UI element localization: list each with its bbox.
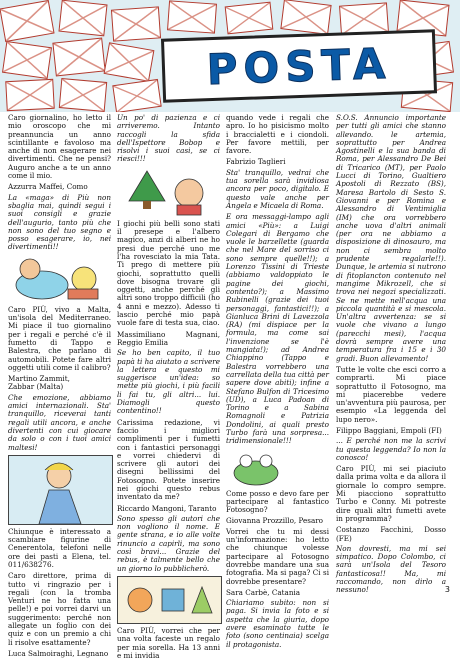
letter-signature: Filippo Baggiani, Empoli (FI): [336, 425, 442, 435]
reply-text: E ora messaggi-lampo agli amici «Più»: a Luigi Colegari di Bergamo che vuole le barzellette (guarda che nel Mare del sorriso ci sono sempre quelle!!); a Lorenzo Tissini di Trieste (abbiamo valdoppiato le pagine dei giochi, contento?); a Massimo Rubinelli (grazie dei tuoi personaggi, fantastici!!); a Gianluca Brini di Lavezzola (RA) (mi dispiace per la formula, ma come sai l'invenzione se l'è mangiata!); ad Andrea Chiappino (Tappo e Balestra vorrebbero una carrellata della tua città per sapere dove abiti); infine a Stefano Bulfon di Tricesimo (UD), a Luca Padoan di Torino e a Sabina Romagnoli e Patrizia Dondolini, ai quali presto Turbo farà una sorpresa... tridimensionale!!!: [226, 212, 329, 446]
column-4: [336, 114, 446, 598]
envelope-decoration: [104, 42, 155, 82]
letter-text: Caro PIÙ, vorrei che per una volta faceste un regalo per mia sorella. Ha 13 anni e mi invidia: [117, 625, 220, 660]
letter-signature: Azzurra Maffei, Como: [8, 182, 88, 192]
reply-text: Non dovresti, ma mi sei simpatico. Dopo Colombo, ci sarà un'Isola del Tesoro fantasticosa!! Ma, mi raccomando, non dirlo a nessuno!: [336, 543, 446, 595]
envelope-decoration: [280, 0, 331, 35]
letter-text: Caro PIÙ, vivo a Malta, un'isola del Mediterraneo. Mi piace il tuo giornalino per i regali e perché c'è il fumetto di Tappo e Balestra, che parlano di automobili. Potete fare altri oggetti utili come il calibro?: [8, 304, 111, 372]
reply-text: La «maga» di Più non sbaglia mai, quindi segui i suoi consigli e grazie dell'augurio, tanto più che non sono del tuo segno e posso esagerare, io, nei divertimenti!!: [8, 192, 111, 252]
letter-text: Vorrei che tu mi dessi un'informazione: ho letto che chiunque volesse partecipare al Fotosogno dovrebbe mandare una sua fotografia. Ma si paga? Ci si dovrebbe presentare?: [226, 526, 329, 586]
letter-signature: Fabrizio Taglieri: [226, 157, 286, 167]
envelope-decoration: [0, 0, 55, 42]
letter-signature: Martino Zammit,: [8, 374, 70, 384]
envelope-decoration: [225, 2, 274, 35]
reply-text: Sta' tranquillo, vedrai che tua sorella sarà invidiosa ancora per poco, digitalo. E questo vale anche per Angela e Micaela di Roma.: [226, 167, 329, 210]
envelope-decoration: [59, 78, 107, 112]
reply-text: ... E perché non me la scrivi tu questa leggenda? Io non la conosco!: [336, 436, 446, 462]
letter-text: Come posso e devo fare per partecipare al fantastico Fotosogno?: [226, 488, 329, 515]
letter-text: I giochi più belli sono stati il presepe e l'albero magico, anzi di alberi ne ho presi due perché uno me l'ha rovesciato la mia Tata. Ti prego di mettere più giochi, soprattutto quelli dove bisogna trovare gli oggetti, anche perché gli altri sono troppo difficili (ho 4 anni e mezzo). Adesso ti lascio perché mio papà vuole fare di testa sua, ciao.: [117, 218, 220, 328]
envelope-decoration: [5, 79, 55, 111]
section-title-box: [161, 29, 437, 103]
letter-text: Chiunque è interessato a scambiare figurine di Cenerentola, telefoni nelle ore dei pasti a Elena, tel. 011/638276.: [8, 526, 111, 569]
cartoon-illustration: [8, 255, 111, 303]
reply-text: Se ho ben capito, il tuo papà ti ha aiutato a scrivere la lettera e questo mi suggerisce un'idea: so mette più giochi, i più facili li fai tu, gli altri... lui. Diamogli questo contentino!!: [117, 348, 220, 416]
cinderella-illustration: [8, 455, 113, 525]
letter-signature: Luca Salmoiraghi, Legnano: [8, 648, 109, 658]
letter-text: quando vede i regali che apro. Io ho pisicismo molto i braccialetti e i ciondoli. Per favore mettili, per favore.: [226, 113, 329, 156]
reply-text: Che emozione, abbiamo amici internazionali. Sta' tranquillo, riceverai tanti regali utili ancora, e anche divertenti con cui giocare da solo o con i tuoi amici maltesi!: [8, 392, 111, 452]
letter-signature: Zabbar (Malta): [8, 382, 64, 392]
letter-text: Caro PIÙ, mi sei piaciuto dalla prima volta e da allora il giornale lo compro sempre. Mi piacciono soprattutto Turbo e Conny. Mi potreste dire quali altri fumetti avete in programma?: [336, 464, 446, 523]
envelope-decoration: [111, 6, 161, 41]
letter-signature: Riccardo Mangoni, Taranto: [117, 503, 217, 513]
frog-illustration: [226, 449, 286, 487]
letter-signature: Costanzo Facchini, Dosso (FE): [336, 525, 446, 543]
reply-text: Un po' di pazienza e ci arriveremo. Intanto raccogli la sfida dell'Ispettore Bobop e risolvi i suoi casi, se ci riesci!!!: [117, 113, 220, 164]
column-3: [226, 114, 329, 652]
christmas-tree-illustration: [117, 167, 220, 217]
header-banner: [0, 0, 460, 112]
letter-signature: Sara Carbè, Catania: [226, 587, 301, 597]
reply-text: Sono spesso gli autori che non vogliono il nome. E gente strana, e io alle volte rinuncio a capirli, ma sono così bravi... Grazie del rebus, è talmente bello che un giorno lo pubblicherò.: [117, 513, 220, 573]
letter-text: Carissima redazione, vi faccio i migliori complimenti per i fumetti con i fantastici personaggi e vorrei chiedervi di scrivere gli autori dei disegni bellissimi del Fotosogno. Potete inserire nei giochi questo rebus inventato da me?: [117, 417, 220, 502]
reply-text: Chiariamo subito: non si paga. Si invia la foto e si aspetta che la giuria, dopo avere esaminato tutte le foto (sono centinaia) scelga il protagonista.: [226, 598, 329, 649]
envelope-decoration: [58, 0, 107, 36]
letter-signature: Massimiliano Magnani, Reggio Emilia: [117, 329, 220, 347]
envelope-decoration: [167, 0, 217, 33]
reply-text: S.O.S. Annuncio importante per tutti gli amici che stanno allevando. le artemia, soprattutto per Andrea Agostinelli e la sua banda di Roma, per Alessandro De Bei di Tricarico (MT), per Paolo Lucci di Torino, Gualtiero Apostoli di Rezzato (BS), Maresa Bartolo di Sesto S. Giovanni e per Romina e Alessandro di Ventimiglia (IM) che ora vorrebbero anche uova d'altri animali (per ora ne abbiamo a disposizione di dinosauro, ma non ci sembra molto prudente regalarle!!). Dunque, le artemia si nutrono di fitoplancton contenuto nel mangime Mikrozell, che si trova nei negozi specializzati. Se ne mette nell'acqua una piccola quantità e si mescola. Un'altra avvertenza: se si vuole che vivano a lungo (parecchi mesi), l'acqua dovrà sempre avere una temperatura fra i 15 e i 30 gradi. Buon allevamento!: [336, 113, 446, 363]
letter-text: Caro giornalino, ho letto il mio oroscopo che mi preannuncia un anno scintillante e favoloso ma anche di non esagerare nei divertimenti. Che ne pensi? Auguro anche a te un anno come il mio.: [8, 113, 111, 181]
letter-signature: Giovanna Prozzillo, Pesaro: [226, 516, 324, 526]
envelope-decoration: [112, 79, 161, 112]
letter-text: Caro direttore, prima di tutto vi ringrazio per i regali (con la tromba Venturi ne ho fatta una pelle!) e poi vorrei darvi un suggerimento: perché non allegate un foglio con dei quiz e con un premio a chi li risolve esattamente?: [8, 571, 111, 647]
letter-text: Tutte le volte che esci corro a comprarti. Mi piace soprattutto il Fotosogno, ma mi piacerebbe vedere un'avventura più paurosa, per esempio «La leggenda del lupo nero».: [336, 364, 446, 424]
envelope-decoration: [2, 41, 52, 79]
column-1: [8, 114, 111, 658]
column-2: [117, 114, 220, 663]
section-title: POSTA: [205, 38, 393, 94]
page-number: 3: [444, 585, 450, 594]
envelope-decoration: [52, 37, 105, 76]
